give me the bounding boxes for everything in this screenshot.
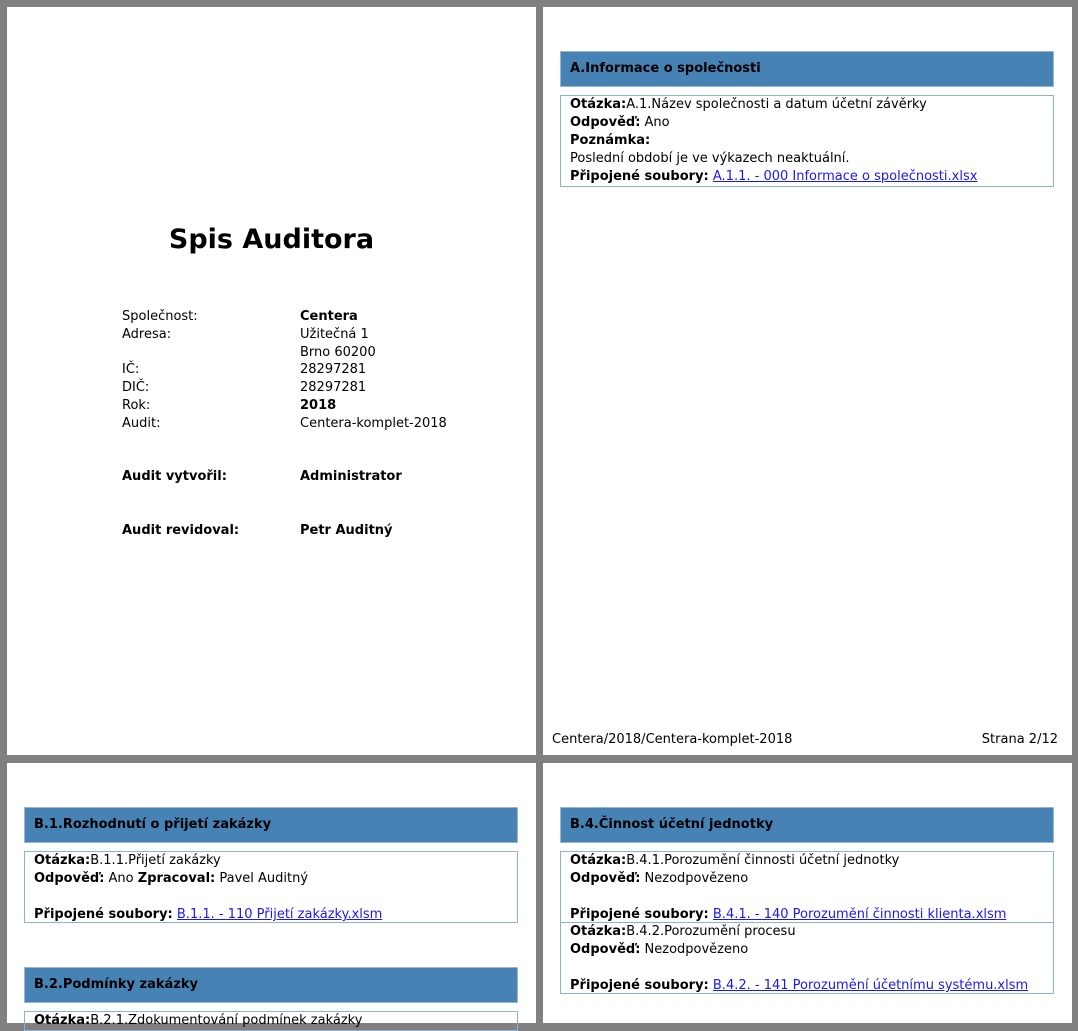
page-3	[7, 763, 536, 1028]
question-line	[570, 852, 1044, 870]
question-label: Otázka:	[570, 924, 627, 939]
question-line	[570, 923, 1044, 941]
company-value: Centera	[300, 309, 358, 324]
answer-text: Ano	[108, 871, 134, 886]
question-line	[570, 96, 1044, 114]
files-label: Připojené soubory:	[570, 978, 709, 993]
answer-line	[570, 870, 1044, 888]
attached-file-link[interactable]: A.1.1. - 000 Informace o společnosti.xlsx	[712, 169, 978, 184]
city-value: Brno 60200	[300, 345, 376, 360]
files-line	[570, 977, 1044, 995]
answer-line	[570, 114, 1044, 132]
answer-label: Odpověď:	[570, 871, 641, 886]
question-box-a1	[560, 95, 1054, 187]
ic-label: IČ:	[122, 362, 140, 377]
question-line	[34, 852, 508, 870]
company-label: Společnost:	[122, 309, 198, 324]
reviewed-by-label: Audit revidoval:	[122, 523, 240, 538]
answer-text: Nezodpovězeno	[644, 871, 749, 886]
reviewed-by-value: Petr Auditný	[300, 523, 393, 538]
question-label: Otázka:	[570, 97, 627, 112]
processed-label: Zpracoval:	[137, 871, 216, 886]
files-label: Připojené soubory:	[570, 907, 709, 922]
ic-value: 28297281	[300, 362, 367, 377]
question-text: B.4.1.Porozumění činnosti účetní jednotky	[626, 853, 900, 868]
section-header-a: A.Informace o společnosti	[560, 51, 1054, 87]
question-box-b11	[24, 851, 518, 923]
year-value: 2018	[300, 398, 337, 413]
question-box-b41	[560, 851, 1054, 923]
question-text: B.2.1.Zdokumentování podmínek zakázky	[90, 1013, 363, 1028]
attached-file-link[interactable]: B.4.1. - 140 Porozumění činnosti klienta.xlsm	[712, 907, 1007, 922]
question-box-b21	[24, 1011, 518, 1031]
answer-line	[570, 941, 1044, 959]
question-text: B.4.2.Porozumění procesu	[626, 924, 796, 939]
dic-label: DIČ:	[122, 380, 150, 395]
created-by-label: Audit vytvořil:	[122, 469, 227, 484]
answer-label: Odpověď:	[570, 942, 641, 957]
attached-file-link[interactable]: B.4.2. - 141 Porozumění účetnímu systému.xlsm	[712, 978, 1029, 993]
section-header-b1: B.1.Rozhodnutí o přijetí zakázky	[24, 807, 518, 843]
dic-value: 28297281	[300, 380, 367, 395]
question-text: B.1.1.Přijetí zakázky	[90, 853, 221, 868]
files-label: Připojené soubory:	[34, 907, 173, 922]
processed-by-text: Pavel Auditný	[219, 871, 309, 886]
question-text: A.1.Název společnosti a datum účetní závěrky	[626, 97, 927, 112]
section-header-b2: B.2.Podmínky zakázky	[24, 967, 518, 1003]
answer-label: Odpověď:	[34, 871, 105, 886]
audit-label: Audit:	[122, 416, 161, 431]
audit-value: Centera-komplet-2018	[300, 416, 447, 431]
note-text: Poslední období je ve výkazech neaktuální.	[570, 151, 850, 166]
note-label: Poznámka:	[570, 133, 651, 148]
page-4	[543, 763, 1072, 1023]
created-by-value: Administrator	[300, 469, 402, 484]
question-label: Otázka:	[570, 853, 627, 868]
address-label: Adresa:	[122, 327, 172, 342]
cover-page	[7, 7, 536, 755]
page-2	[543, 7, 1072, 755]
question-label: Otázka:	[34, 853, 91, 868]
year-label: Rok:	[122, 398, 151, 413]
footer-page-number: Strana 2/12	[981, 732, 1058, 747]
attached-file-link[interactable]: B.1.1. - 110 Přijetí zakázky.xlsm	[176, 907, 383, 922]
address-value: Užitečná 1	[300, 327, 369, 342]
question-line	[34, 1012, 508, 1030]
answer-label: Odpověď:	[570, 115, 641, 130]
files-label: Připojené soubory:	[570, 169, 709, 184]
files-line	[570, 168, 1044, 186]
cover-title: Spis Auditora	[168, 224, 375, 255]
answer-text: Nezodpovězeno	[644, 942, 749, 957]
answer-line	[34, 870, 508, 888]
question-label: Otázka:	[34, 1013, 91, 1028]
footer-audit-path: Centera/2018/Centera-komplet-2018	[552, 732, 793, 747]
question-box-b42	[560, 922, 1054, 994]
files-line	[34, 906, 508, 924]
section-header-b4: B.4.Činnost účetní jednotky	[560, 807, 1054, 843]
answer-text: Ano	[644, 115, 670, 130]
